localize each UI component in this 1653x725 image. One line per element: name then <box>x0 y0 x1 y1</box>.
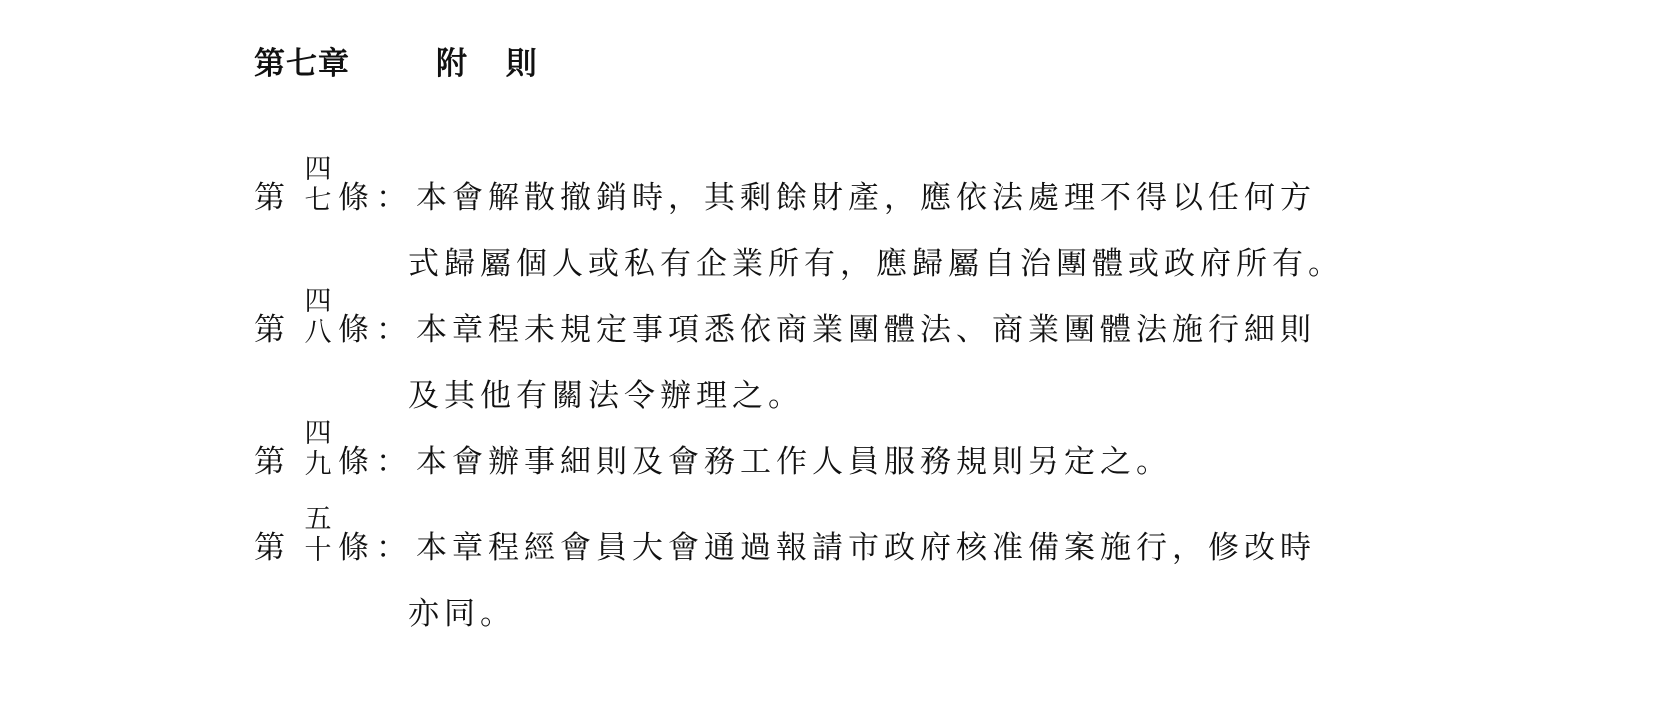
article-number-top: 五 <box>304 504 332 535</box>
article-suffix: 條 <box>338 444 369 480</box>
article-number-bottom: 九 <box>304 449 332 480</box>
chapter-heading <box>254 42 551 86</box>
article-text-line-1: 本會解散撤銷時，其剩餘財產，應依法處理不得以任何方 <box>416 180 1316 216</box>
article-prefix: 第 <box>254 530 285 566</box>
article-label <box>254 504 412 570</box>
article-text-line-2: 式歸屬個人或私有企業所有，應歸屬自治團體或政府所有。 <box>408 246 1344 282</box>
article-text-line-1: 本會辦事細則及會務工作人員服務規則另定之。 <box>416 444 1172 480</box>
article-text-line-2: 及其他有關法令辦理之。 <box>408 378 804 414</box>
article-number <box>300 504 336 566</box>
article-number <box>300 418 336 480</box>
article-colon: ： <box>376 312 407 348</box>
article-prefix: 第 <box>254 444 285 480</box>
article-label <box>254 286 412 352</box>
article-number <box>300 154 336 216</box>
article-number-top: 四 <box>304 154 332 185</box>
article-text-line-1: 本章程經會員大會通過報請市政府核准備案施行，修改時 <box>416 530 1316 566</box>
article-number-bottom: 十 <box>304 535 332 566</box>
article-number-top: 四 <box>304 418 332 449</box>
article-number <box>300 286 336 348</box>
article-number-bottom: 七 <box>304 185 332 216</box>
article-suffix: 條 <box>338 312 369 348</box>
article-prefix: 第 <box>254 312 285 348</box>
article-colon: ： <box>376 530 407 566</box>
article-label <box>254 154 412 220</box>
article-text-line-2: 亦同。 <box>408 596 516 632</box>
article-label <box>254 418 412 484</box>
article-colon: ： <box>376 180 407 216</box>
article-text-line-1: 本章程未規定事項悉依商業團體法、商業團體法施行細則 <box>416 312 1316 348</box>
article-suffix: 條 <box>338 530 369 566</box>
article-suffix: 條 <box>338 180 369 216</box>
article-prefix: 第 <box>254 180 285 216</box>
article-colon: ： <box>376 444 407 480</box>
article-number-top: 四 <box>304 286 332 317</box>
article-number-bottom: 八 <box>304 317 332 348</box>
chapter-title: 附 則 <box>436 46 551 82</box>
chapter-number: 第七章 <box>254 46 350 82</box>
